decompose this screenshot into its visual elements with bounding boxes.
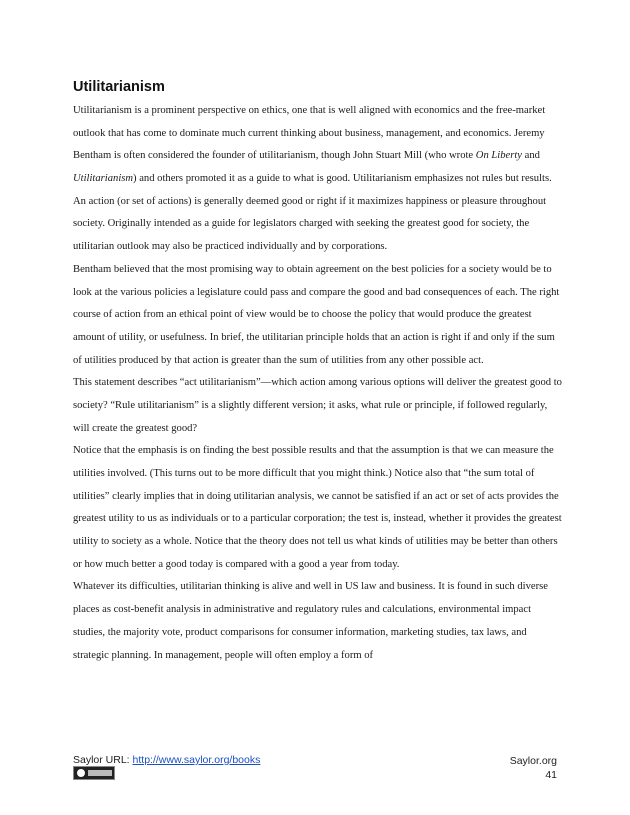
cc-license-bar	[88, 770, 112, 776]
body-text	[73, 100, 563, 667]
footer-source	[73, 754, 260, 766]
footer-right	[510, 754, 557, 782]
paragraph: Whatever its difficulties, utilitarian thinking is alive and well in US law and business. It is found in such diverse places as cost-benefit analysis in administrative and regulatory rules and calculations, environmental impact studies, the majority vote, product comparisons for consumer information, marketing studies, tax laws, and strategic planning. In management, people will often employ a form of	[73, 581, 548, 661]
paragraph-text: ) and others promoted it as a guide to what is good. Utilitarianism emphasizes not rules but results. An action (or set of actions) is generally deemed good or right if it maximizes happiness or pleasure throughout society. Originally intended as a guide for legislators charged with seeking the greatest good for society, the utilitarian outlook may also be practiced individually and by corporations.	[73, 173, 552, 253]
page-number: 41	[545, 769, 557, 781]
paragraph: Bentham believed that the most promising way to obtain agreement on the best policies for a society would be to look at the various policies a legislature could pass and compare the good and bad consequences of each. The right course of action from an ethical point of view would be to choose the policy that would produce the greatest amount of utility, or usefulness. In brief, the utilitarian principle holds that an action is right if and only if the sum of utilities produced by that action is greater than the sum of utilities from any other possible act.	[73, 263, 560, 366]
footer-url-link[interactable]: http://www.saylor.org/books	[132, 754, 261, 766]
paragraph-text: Utilitarianism is a prominent perspective on ethics, one that is well aligned with economics and the free-market outlook that has come to dominate much current thinking about business, management, and economics. Jeremy Bentham is often considered the founder of utilitarianism, though John Stuart Mill (who wrote	[73, 105, 546, 162]
paragraph: This statement describes “act utilitarianism”—which action among various options will deliver the greatest good to society? “Rule utilitarianism” is a slightly different version; it asks, what rule or principle, if followed regularly, will create the greatest good?	[73, 377, 562, 434]
book-title: On Liberty	[475, 150, 522, 162]
paragraph-text: and	[522, 150, 540, 162]
section-heading: Utilitarianism	[73, 79, 165, 95]
cc-logo-circle	[76, 768, 86, 778]
footer-site: Saylor.org	[509, 755, 557, 767]
paragraph	[73, 100, 563, 259]
footer-url-label: Saylor URL:	[73, 754, 133, 766]
creative-commons-icon	[73, 766, 115, 780]
paragraph: Notice that the emphasis is on finding the best possible results and that the assumption is that we can measure the utilities involved. (This turns out to be more difficult that you might think.) Notice also that “the sum total of utilities” clearly implies that in doing utilitarian analysis, we cannot be satisfied if an act or set of acts provides the greatest utility to us as individuals or to a particular corporation; the test is, instead, whether it provides the greatest utility to society as a whole. Notice that the theory does not tell us what kinds of utilities may be better than others or how much better a good today is compared with a good a year from today.	[73, 445, 562, 570]
book-title: Utilitarianism	[73, 173, 134, 185]
